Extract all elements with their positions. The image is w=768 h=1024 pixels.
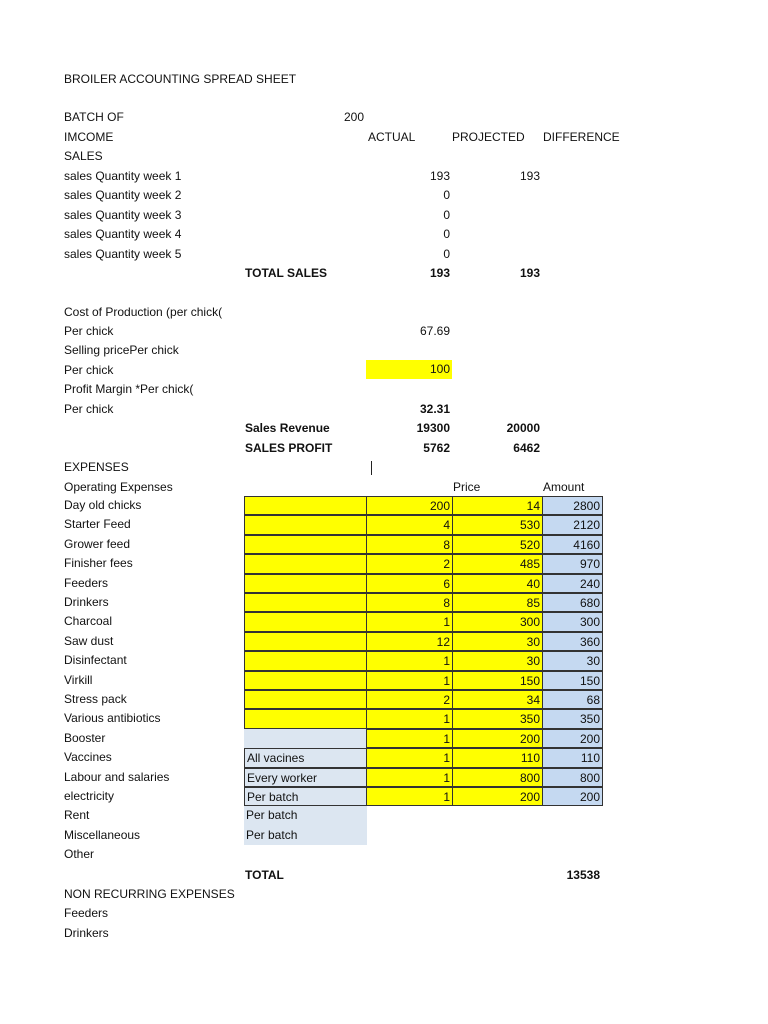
batch-label: BATCH OF [64,110,124,124]
expense-note-cell[interactable] [244,632,367,651]
expense-note-cell[interactable] [244,554,367,573]
expense-label: Starter Feed [64,517,131,532]
expenses-total-value: 13538 [566,868,600,882]
expense-label: Saw dust [64,633,114,648]
expense-qty-cell[interactable]: 12 [366,632,453,651]
expense-label: Labour and salaries [64,769,170,784]
difference-header: DIFFERENCE [543,130,620,144]
expense-note-cell[interactable]: Per batch [244,787,367,806]
expense-qty-cell[interactable]: 1 [366,768,453,787]
non-recurring-label: NON RECURRING EXPENSES [64,887,235,901]
expense-amount-cell[interactable]: 2800 [542,496,603,515]
profit-margin-value: 32.31 [419,402,450,416]
expense-label: Grower feed [64,536,131,551]
profit-margin-label: Profit Margin *Per chick( [64,382,194,396]
expense-label: Miscellaneous [64,827,141,842]
expense-note-cell[interactable]: Every worker [244,768,367,787]
expense-label: Feeders [64,575,109,590]
sales-profit-actual: 5762 [423,441,450,455]
price-header: Price [453,480,481,494]
expense-price-cell[interactable]: 30 [452,651,543,670]
expenses-label: EXPENSES [64,460,129,474]
expense-amount-cell[interactable]: 240 [542,574,603,593]
expense-label: Virkill [64,672,93,687]
operating-expenses-label: Operating Expenses [64,480,173,494]
non-recurring-item: Drinkers [64,926,109,940]
expense-qty-cell[interactable]: 2 [366,690,453,709]
expense-amount-cell[interactable]: 350 [542,709,603,728]
expense-amount-cell[interactable]: 680 [542,593,603,612]
expense-price-cell[interactable]: 110 [452,748,543,767]
sales-row-label: sales Quantity week 5 [64,247,182,261]
expense-qty-cell[interactable]: 8 [366,535,453,554]
text-cursor [371,461,372,475]
expense-price-cell[interactable]: 300 [452,612,543,631]
expense-price-cell[interactable]: 200 [452,787,543,806]
expense-qty-cell[interactable]: 6 [366,574,453,593]
expense-qty-cell[interactable]: 1 [366,671,453,690]
expense-price-cell[interactable]: 485 [452,554,543,573]
total-sales-actual: 193 [429,266,450,280]
expense-note-cell[interactable] [244,651,367,670]
sales-revenue-label: Sales Revenue [245,421,330,435]
expense-label: Booster [64,730,106,745]
actual-header: ACTUAL [368,130,416,144]
income-label: IMCOME [64,130,114,144]
expense-note-cell[interactable] [244,690,367,709]
sales-row-actual: 0 [443,188,450,202]
expense-amount-cell[interactable]: 970 [542,554,603,573]
sales-row-actual: 0 [443,247,450,261]
projected-header: PROJECTED [452,130,525,144]
expense-note-cell[interactable] [244,574,367,593]
expense-label: Other [64,847,95,862]
sales-revenue-projected: 20000 [506,421,540,435]
expense-note-cell[interactable]: Per batch [244,826,367,845]
expense-note-cell[interactable] [244,729,367,748]
expense-note-cell[interactable] [244,709,367,728]
non-recurring-item: Feeders [64,906,109,920]
expense-qty-cell[interactable]: 200 [366,496,453,515]
expense-price-cell[interactable]: 150 [452,671,543,690]
expense-qty-cell[interactable]: 1 [366,748,453,767]
amount-header: Amount [543,480,585,494]
expense-price-cell[interactable]: 350 [452,709,543,728]
expense-qty-cell[interactable]: 2 [366,554,453,573]
per-chick-label: Per chick [64,402,114,416]
expense-qty-cell[interactable]: 1 [366,729,453,748]
expense-note-cell[interactable]: Per batch [244,806,367,825]
expense-note-cell[interactable] [244,515,367,534]
sales-row-projected: 193 [519,169,540,183]
expense-amount-cell[interactable]: 110 [542,748,603,767]
expense-qty-cell[interactable]: 1 [366,709,453,728]
expense-label: Rent [64,808,90,823]
expense-price-cell[interactable]: 34 [452,690,543,709]
cost-per-chick-value: 67.69 [419,324,450,338]
sales-row-actual: 193 [429,169,450,183]
sales-revenue-actual: 19300 [416,421,450,435]
expense-label: Charcoal [64,614,113,629]
expense-label: Vaccines [64,750,112,765]
expense-label: Finisher fees [64,556,133,571]
expense-label: Disinfectant [64,653,127,668]
expense-qty-cell[interactable]: 4 [366,515,453,534]
expense-note-cell[interactable]: All vacines [244,748,367,767]
expense-note-cell[interactable] [244,671,367,690]
expense-price-cell[interactable]: 40 [452,574,543,593]
expense-price-cell[interactable]: 85 [452,593,543,612]
expense-label: Day old chicks [64,498,142,512]
expense-price-cell[interactable]: 800 [452,768,543,787]
expense-label: Various antibiotics [64,711,161,726]
per-chick-label: Per chick [64,324,114,338]
sales-row-label: sales Quantity week 2 [64,188,182,202]
expense-amount-cell[interactable]: 300 [542,612,603,631]
batch-value: 200 [344,110,365,124]
expense-note-cell[interactable] [244,593,367,612]
expense-qty-cell[interactable]: 1 [366,787,453,806]
sales-label: SALES [64,149,103,163]
sales-row-label: sales Quantity week 4 [64,227,182,241]
expense-label: Stress pack [64,692,127,706]
sales-row-label: sales Quantity week 1 [64,169,182,183]
expense-price-cell[interactable]: 530 [452,515,543,534]
per-chick-label: Per chick [64,363,114,377]
total-sales-projected: 193 [519,266,540,280]
expense-qty-cell[interactable]: 8 [366,593,453,612]
sales-row-label: sales Quantity week 3 [64,208,182,222]
expense-note-cell[interactable] [244,496,367,515]
cost-of-production-label: Cost of Production (per chick( [64,305,223,319]
expense-label: Drinkers [64,595,109,609]
expense-amount-cell[interactable]: 200 [542,787,603,806]
expense-amount-cell[interactable]: 200 [542,729,603,748]
expense-price-cell[interactable]: 200 [452,729,543,748]
expense-amount-cell[interactable]: 4160 [542,535,603,554]
total-sales-label: TOTAL SALES [245,266,328,280]
expense-qty-cell[interactable]: 1 [366,651,453,670]
expense-label: electricity [64,789,115,803]
selling-price-label: Selling pricePer chick [64,343,179,357]
expense-amount-cell[interactable]: 150 [542,671,603,690]
expense-amount-cell[interactable]: 30 [542,651,603,670]
expense-amount-cell[interactable]: 68 [542,690,603,709]
expense-amount-cell[interactable]: 800 [542,768,603,787]
expense-price-cell[interactable]: 520 [452,535,543,554]
expense-note-cell[interactable] [244,535,367,554]
sheet-title: BROILER ACCOUNTING SPREAD SHEET [64,72,297,86]
expense-price-cell[interactable]: 14 [452,496,543,515]
selling-price-cell[interactable]: 100 [366,360,452,379]
sales-row-actual: 0 [443,227,450,241]
sales-row-actual: 0 [443,208,450,222]
sales-profit-label: SALES PROFIT [245,441,333,455]
expense-note-cell[interactable] [244,612,367,631]
expenses-total-label: TOTAL [245,868,284,882]
expense-amount-cell[interactable]: 360 [542,632,603,651]
expense-qty-cell[interactable]: 1 [366,612,453,631]
expense-price-cell[interactable]: 30 [452,632,543,651]
expense-amount-cell[interactable]: 2120 [542,515,603,534]
sales-profit-projected: 6462 [513,441,540,455]
